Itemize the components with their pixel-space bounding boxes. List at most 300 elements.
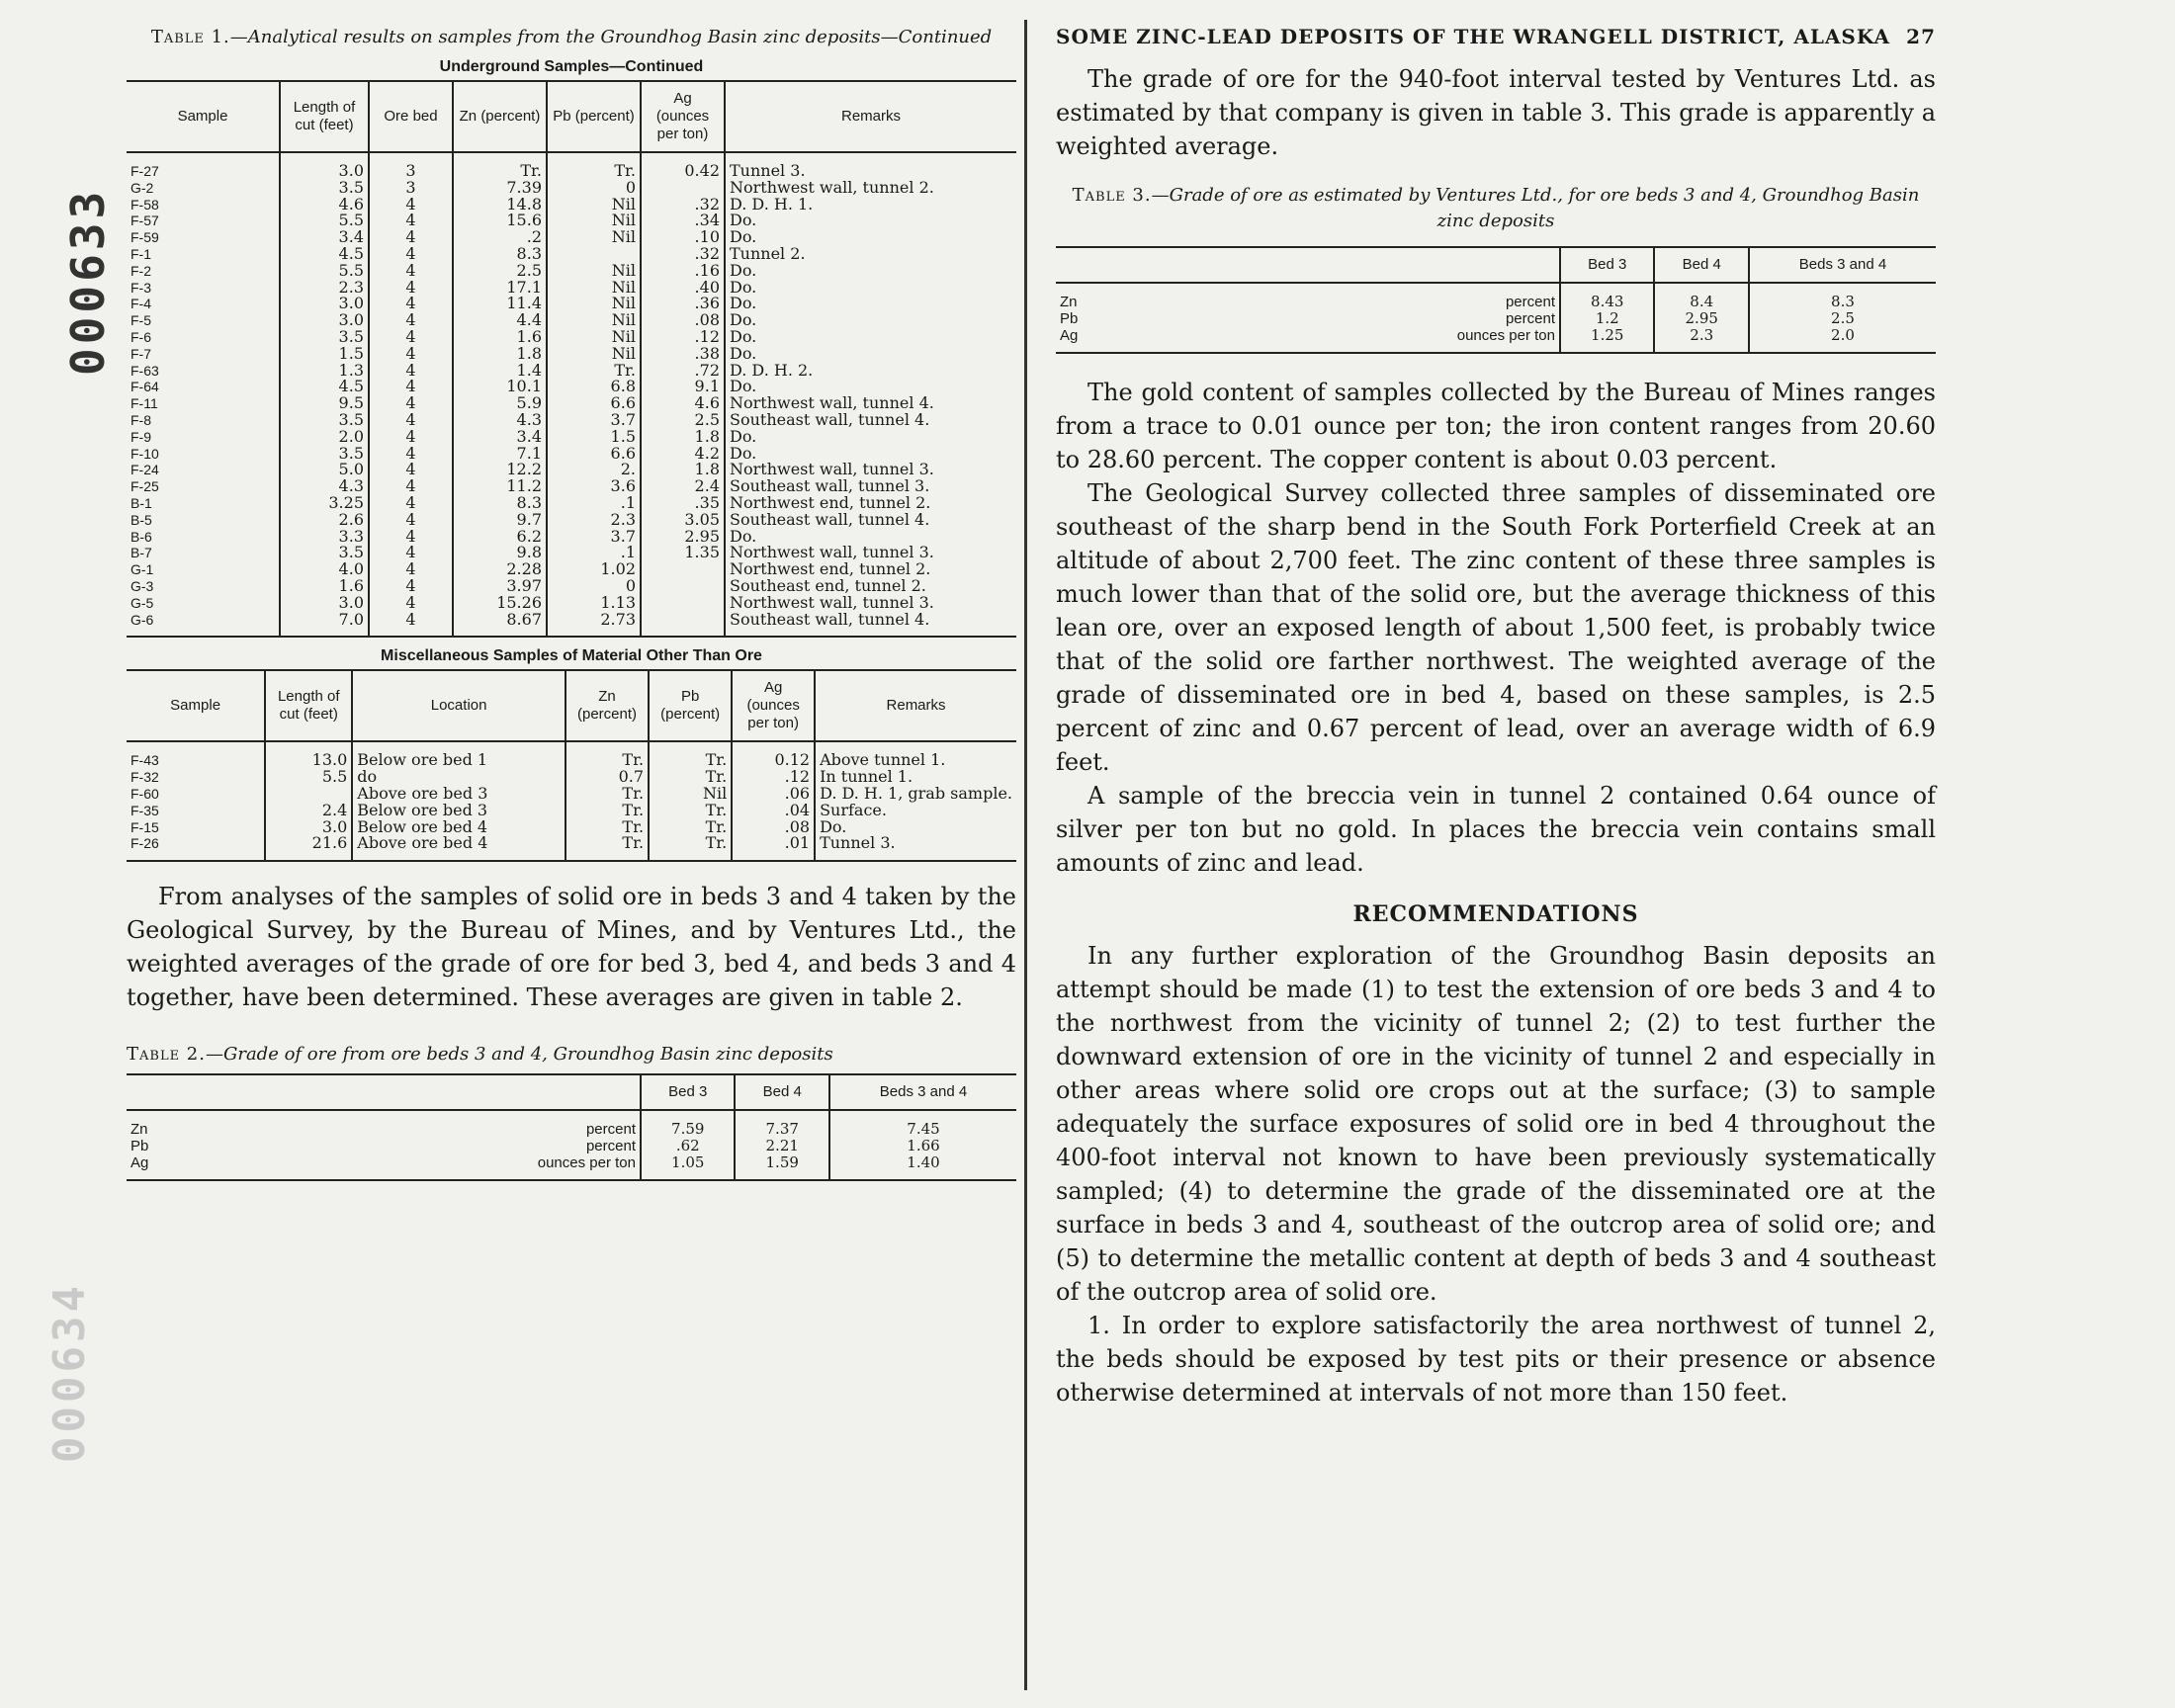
table-cell: 2.5	[1749, 310, 1936, 327]
table-cell: 4	[369, 280, 453, 297]
table-cell: 8.67	[453, 612, 547, 638]
table-cell: 12.2	[453, 462, 547, 478]
table-cell: 7.59	[641, 1110, 735, 1138]
table1-caption	[127, 25, 1016, 50]
table-cell: 1.6	[453, 329, 547, 346]
table-cell: 4	[369, 429, 453, 446]
table-cell: 4	[369, 213, 453, 229]
table-cell: 5.0	[280, 462, 369, 478]
table-cell: 4.6	[641, 395, 725, 412]
table-cell: F-43	[130, 752, 159, 769]
table-row	[127, 412, 1016, 429]
table-cell: 3.0	[280, 152, 369, 180]
table-cell: 21.6	[265, 835, 352, 861]
column-header: Location	[352, 670, 566, 741]
table-cell: Tr.	[566, 819, 649, 836]
table-cell: .12	[732, 769, 815, 786]
table-row	[127, 246, 1016, 263]
table-cell: 1.8	[641, 429, 725, 446]
right-paragraph-6: 1. In order to explore satisfactorily the area northwest of tunnel 2, the beds should be exposed by test pits or their presence or absence otherwise determined at intervals of not more than 150 feet.	[1056, 1312, 1936, 1407]
table-cell: 3.0	[280, 595, 369, 612]
table-cell: Nil	[547, 296, 641, 312]
table-cell: F-5	[130, 312, 151, 329]
table-cell: .10	[641, 229, 725, 246]
column-header: Ore bed	[369, 81, 453, 152]
table-cell: .32	[641, 197, 725, 214]
table-row	[127, 1110, 1016, 1138]
running-head-title: SOME ZINC-LEAD DEPOSITS OF THE WRANGELL DISTRICT, ALASKA	[1056, 25, 1890, 48]
table-cell: .38	[641, 346, 725, 363]
table-cell: 15.26	[453, 595, 547, 612]
table-cell: F-60	[130, 785, 159, 802]
table2-label: Table 2.	[127, 1044, 206, 1066]
column-header: Pb (percent)	[547, 81, 641, 152]
element-symbol: Pb	[1060, 310, 1079, 327]
table-row	[127, 197, 1016, 214]
table-row	[127, 152, 1016, 180]
table-cell: Tr.	[566, 741, 649, 769]
table-cell: 4.2	[641, 446, 725, 463]
row-label-cell	[1056, 327, 1559, 352]
table-cell: .06	[732, 786, 815, 803]
table-cell: Tunnel 2.	[725, 246, 1016, 263]
table-cell: .16	[641, 263, 725, 280]
table-cell: 7.45	[829, 1110, 1016, 1138]
table-cell: 3.5	[280, 545, 369, 561]
table-cell: 0.42	[641, 152, 725, 180]
row-label-cell	[127, 1138, 640, 1154]
table-cell: 4.5	[280, 379, 369, 395]
table-cell: F-8	[130, 411, 151, 428]
table-cell: Nil	[547, 346, 641, 363]
table-cell: 8.43	[1560, 283, 1654, 310]
table-cell: 9.5	[280, 395, 369, 412]
table-cell: 5.9	[453, 395, 547, 412]
table-cell: 4.6	[280, 197, 369, 214]
table-row	[127, 329, 1016, 346]
unit-label: ounces per ton	[537, 1154, 636, 1172]
table1-misc	[127, 669, 1016, 862]
table-cell: Southeast wall, tunnel 4.	[725, 612, 1016, 638]
table-cell: 1.66	[829, 1138, 1016, 1154]
row-label-cell	[127, 1111, 640, 1138]
table-cell: Tr.	[566, 835, 649, 861]
right-paragraph-3: The Geological Survey collected three samples of disseminated ore southeast of the sharp bend in the South Fork Porterfield Creek at an altitude of about 2,700 feet. The zinc content of these three samples is much lower than that of the solid ore, but the average thickness of this lean ore, over an exposed length of about 1,500 feet, is probably twice that of the solid ore farther northwest. The weighted average of the grade of disseminated ore in bed 4, based on these samples, is 2.5 percent of zinc and 0.67 percent of lead, over an average width of 6.9 feet.	[1056, 479, 1936, 776]
element-symbol: Zn	[1060, 294, 1078, 310]
table-cell: 1.4	[453, 363, 547, 380]
unit-label: percent	[1505, 310, 1555, 327]
scan-stamp-number: 000633	[61, 187, 115, 376]
table-cell: 8.3	[1749, 283, 1936, 310]
table3-label: Table 3.	[1072, 185, 1152, 206]
table-row	[127, 213, 1016, 229]
table-cell: Do.	[815, 819, 1016, 836]
table-cell: 1.3	[280, 363, 369, 380]
table-cell: 14.8	[453, 197, 547, 214]
table-cell: G-1	[130, 561, 154, 578]
table-cell: Nil	[547, 263, 641, 280]
table-cell: 4	[369, 529, 453, 546]
table-cell: 2.5	[641, 412, 725, 429]
table-cell: .62	[641, 1138, 735, 1154]
table-cell: Northwest end, tunnel 2.	[725, 561, 1016, 578]
element-symbol: Pb	[130, 1138, 149, 1155]
table-cell: 4	[369, 462, 453, 478]
table-cell: D. D. H. 1.	[725, 197, 1016, 214]
page-number: 27	[1906, 25, 1936, 48]
table-row	[127, 363, 1016, 380]
table-cell: 4	[369, 395, 453, 412]
unit-label: percent	[585, 1121, 636, 1139]
table-cell: 2.95	[1654, 310, 1748, 327]
table-cell: 3.3	[280, 529, 369, 546]
table-row	[127, 803, 1016, 819]
table-cell: 1.05	[641, 1154, 735, 1180]
table-cell: Do.	[725, 263, 1016, 280]
column-header: Zn (percent)	[453, 81, 547, 152]
table-cell: F-3	[130, 279, 151, 296]
table2-header-row	[127, 1074, 1016, 1110]
table-cell: F-58	[130, 196, 159, 213]
table-cell: 4	[369, 612, 453, 638]
table-cell: 4	[369, 263, 453, 280]
table-cell: .2	[453, 229, 547, 246]
table-cell: Northwest wall, tunnel 3.	[725, 595, 1016, 612]
table-cell: 4	[369, 578, 453, 595]
table-cell	[641, 595, 725, 612]
column-header: Remarks	[725, 81, 1016, 152]
table-cell: .34	[641, 213, 725, 229]
table-cell	[641, 612, 725, 638]
table-cell: 7.1	[453, 446, 547, 463]
table-cell: Do.	[725, 529, 1016, 546]
table-cell: Tr.	[649, 741, 732, 769]
table-cell: 2.28	[453, 561, 547, 578]
table-cell: 4.4	[453, 312, 547, 329]
table-cell: 8.4	[1654, 283, 1748, 310]
table-cell: Tr.	[566, 803, 649, 819]
table-cell: 6.6	[547, 446, 641, 463]
table-cell: Do.	[725, 296, 1016, 312]
table-cell: 1.5	[547, 429, 641, 446]
table-cell: 4	[369, 561, 453, 578]
table-cell: 4.0	[280, 561, 369, 578]
column-header: Beds 3 and 4	[829, 1074, 1016, 1110]
table-cell: Tr.	[649, 835, 732, 861]
column-header: Bed 3	[1560, 247, 1654, 283]
right-paragraph-1: The grade of ore for the 940-foot interval tested by Ventures Ltd. as estimated by that company is given in table 3. This grade is apparently a weighted average.	[1056, 65, 1936, 160]
table-cell: 3.05	[641, 512, 725, 529]
table-cell: 4	[369, 595, 453, 612]
table-cell: Do.	[725, 280, 1016, 297]
table-cell: 4	[369, 296, 453, 312]
table-cell: 4	[369, 379, 453, 395]
table-cell	[641, 561, 725, 578]
table-cell: 4	[369, 363, 453, 380]
left-page	[127, 25, 1016, 1181]
table-cell: 1.8	[641, 462, 725, 478]
unit-label: percent	[585, 1138, 636, 1155]
table-cell: 7.0	[280, 612, 369, 638]
table-cell: B-5	[130, 511, 152, 528]
table-cell: Nil	[649, 786, 732, 803]
table-cell: G-6	[130, 611, 154, 628]
table-cell: F-63	[130, 362, 159, 379]
table-row	[127, 280, 1016, 297]
table-cell: Above tunnel 1.	[815, 741, 1016, 769]
table-cell: Do.	[725, 446, 1016, 463]
table-cell: Surface.	[815, 803, 1016, 819]
table-cell: Do.	[725, 213, 1016, 229]
table-cell: 1.6	[280, 578, 369, 595]
table-cell: Northwest wall, tunnel 3.	[725, 545, 1016, 561]
table-cell: 2.3	[547, 512, 641, 529]
table-cell: Do.	[725, 346, 1016, 363]
table-cell: 3	[369, 180, 453, 197]
table-cell: In tunnel 1.	[815, 769, 1016, 786]
table-cell: .35	[641, 495, 725, 512]
table-row	[127, 835, 1016, 861]
right-paragraph-4: A sample of the breccia vein in tunnel 2 contained 0.64 ounce of silver per ton but no gold. In places the breccia vein contains small amounts of zinc and lead.	[1056, 782, 1936, 877]
column-header: Length of cut (feet)	[265, 670, 352, 741]
table-cell: 3.4	[453, 429, 547, 446]
table-cell: 3.4	[280, 229, 369, 246]
table-cell: 1.13	[547, 595, 641, 612]
table-cell: 4.3	[453, 412, 547, 429]
table-cell: 3.5	[280, 446, 369, 463]
page-fold-divider	[1024, 20, 1027, 1690]
table1-misc-header-row	[127, 670, 1016, 741]
table-row	[127, 595, 1016, 612]
table-cell: Below ore bed 3	[352, 803, 566, 819]
table-cell: F-24	[130, 462, 159, 478]
table-cell: .72	[641, 363, 725, 380]
table3-title: —Grade of ore as estimated by Ventures Ltd., for ore beds 3 and 4, Groundhog Basin zinc deposits	[1151, 185, 1920, 231]
table-cell: Tunnel 3.	[725, 152, 1016, 180]
table-row	[127, 263, 1016, 280]
table-cell: 1.40	[829, 1154, 1016, 1180]
table-cell: 1.5	[280, 346, 369, 363]
table-cell: Nil	[547, 312, 641, 329]
table-cell: F-32	[130, 769, 159, 786]
column-header	[127, 1074, 641, 1110]
unit-label: percent	[1505, 294, 1555, 310]
table-cell: Nil	[547, 329, 641, 346]
table-cell: Tr.	[547, 152, 641, 180]
table-cell: 3.7	[547, 529, 641, 546]
table-cell: Below ore bed 1	[352, 741, 566, 769]
table-cell: F-4	[130, 296, 151, 312]
table-cell: 0.7	[566, 769, 649, 786]
table-cell: Above ore bed 3	[352, 786, 566, 803]
table-cell: G-5	[130, 594, 154, 611]
table1-body	[127, 152, 1016, 637]
table-cell: F-27	[130, 163, 159, 179]
table-cell: 2.4	[641, 478, 725, 495]
table-cell: 5.5	[280, 263, 369, 280]
table-cell: 13.0	[265, 741, 352, 769]
table-cell: F-15	[130, 818, 159, 835]
column-header: Remarks	[815, 670, 1016, 741]
table-cell: 2.5	[453, 263, 547, 280]
table-cell: 6.2	[453, 529, 547, 546]
table-cell: .36	[641, 296, 725, 312]
table-row	[127, 180, 1016, 197]
table-cell: 8.3	[453, 246, 547, 263]
table3-body	[1056, 283, 1936, 353]
table-cell: F-6	[130, 328, 151, 345]
right-paragraph-5: In any further exploration of the Groundhog Basin deposits an attempt should be made (1) to test the extension of ore beds 3 and 4 to the northwest from the vicinity of tunnel 2; (2) to test further the downward extension of ore in the vicinity of tunnel 2 and especially in other areas where solid ore crops out at the surface; (3) to sample adequately the surface exposures of solid ore in bed 4 throughout the 400-foot interval not known to have been previously systematically sampled; (4) to determine the grade of the disseminated ore at the surface in beds 3 and 4, southeast of the outcrop area of solid ore; and (5) to determine the metallic content at depth of beds 3 and 4 southeast of the outcrop area of solid ore.	[1056, 942, 1936, 1306]
table-cell: Tr.	[453, 152, 547, 180]
table-cell: Tr.	[649, 769, 732, 786]
table-cell: F-35	[130, 802, 159, 818]
table-cell: 1.8	[453, 346, 547, 363]
table-cell: .08	[641, 312, 725, 329]
table-cell: 3.5	[280, 412, 369, 429]
table-cell: Tr.	[566, 786, 649, 803]
table-cell: G-2	[130, 179, 154, 196]
table1-section-underground: Underground Samples—Continued	[439, 58, 704, 75]
table-cell: F-59	[130, 229, 159, 246]
table-cell: D. D. H. 1, grab sample.	[815, 786, 1016, 803]
table-cell: 8.3	[453, 495, 547, 512]
table-cell: Northwest end, tunnel 2.	[725, 495, 1016, 512]
table-cell: 15.6	[453, 213, 547, 229]
table-cell: Above ore bed 4	[352, 835, 566, 861]
table-cell: Southeast wall, tunnel 4.	[725, 512, 1016, 529]
table-row	[127, 512, 1016, 529]
table-cell: 4	[369, 495, 453, 512]
table-cell: 6.8	[547, 379, 641, 395]
table-cell: B-6	[130, 528, 152, 545]
table-cell: 3.97	[453, 578, 547, 595]
table-cell: Do.	[725, 312, 1016, 329]
table-cell: 4.5	[280, 246, 369, 263]
column-header: Ag (ounces per ton)	[641, 81, 725, 152]
table-cell: Northwest wall, tunnel 2.	[725, 180, 1016, 197]
table-row	[1056, 327, 1936, 353]
table-cell	[641, 578, 725, 595]
table-cell: 1.35	[641, 545, 725, 561]
table-cell: 5.5	[280, 213, 369, 229]
table-cell: B-1	[130, 494, 152, 511]
table-cell: Southeast wall, tunnel 4.	[725, 412, 1016, 429]
table-cell: 4	[369, 412, 453, 429]
table-cell: Southeast wall, tunnel 3.	[725, 478, 1016, 495]
element-symbol: Zn	[130, 1121, 148, 1139]
table1-title: —Analytical results on samples from the Groundhog Basin zinc deposits—Continued	[229, 27, 993, 47]
table-cell: 9.8	[453, 545, 547, 561]
table-cell: 4	[369, 229, 453, 246]
table-row	[127, 1138, 1016, 1154]
table-cell: F-25	[130, 478, 159, 495]
table-cell: 2.0	[1749, 327, 1936, 353]
recommendations-heading: RECOMMENDATIONS	[1352, 901, 1639, 927]
table-cell: 4	[369, 329, 453, 346]
table-row	[127, 612, 1016, 638]
table1-section-misc: Miscellaneous Samples of Material Other Than Ore	[381, 647, 762, 665]
table2-caption	[127, 1042, 1016, 1068]
table-cell: 2.21	[735, 1138, 828, 1154]
column-header: Bed 4	[735, 1074, 828, 1110]
scan-stamp-number-faded: 000634	[44, 1282, 95, 1463]
table-cell: 4	[369, 478, 453, 495]
table-cell: Nil	[547, 197, 641, 214]
table-cell: 1.02	[547, 561, 641, 578]
table1-header-row	[127, 81, 1016, 152]
table-cell: 3.25	[280, 495, 369, 512]
column-header: Sample	[127, 81, 280, 152]
table-cell: .40	[641, 280, 725, 297]
table2-body	[127, 1110, 1016, 1180]
table-cell: .04	[732, 803, 815, 819]
table-cell: do	[352, 769, 566, 786]
right-page	[1056, 25, 1936, 1409]
table-cell: 4	[369, 446, 453, 463]
column-header: Pb (percent)	[649, 670, 732, 741]
table-row	[127, 229, 1016, 246]
table-cell: Do.	[725, 329, 1016, 346]
column-header: Beds 3 and 4	[1749, 247, 1936, 283]
table-cell: 3.0	[280, 312, 369, 329]
table-cell: 0.12	[732, 741, 815, 769]
table-cell: 1.59	[735, 1154, 828, 1180]
right-paragraph-2: The gold content of samples collected by the Bureau of Mines ranges from a trace to 0.01 ounce per ton; the iron content ranges from 20.60 to 28.60 percent. The copper content is about 0.03 percent.	[1056, 379, 1936, 473]
table-cell: 10.1	[453, 379, 547, 395]
column-header: Zn (percent)	[566, 670, 649, 741]
table-cell: 0	[547, 180, 641, 197]
table-cell: 9.7	[453, 512, 547, 529]
table-row	[127, 296, 1016, 312]
table-row	[127, 312, 1016, 329]
column-header: Bed 3	[641, 1074, 735, 1110]
table-cell: 2.73	[547, 612, 641, 638]
table-cell: 3.5	[280, 329, 369, 346]
table-cell: Tr.	[649, 819, 732, 836]
running-head	[1056, 25, 1936, 48]
table1-label: Table 1.	[150, 27, 230, 47]
table-cell: Tr.	[547, 363, 641, 380]
table-cell: .1	[547, 495, 641, 512]
table-cell: 2.0	[280, 429, 369, 446]
column-header: Ag (ounces per ton)	[732, 670, 815, 741]
table-row	[127, 429, 1016, 446]
table-cell: F-11	[130, 395, 158, 412]
table-cell: 2.4	[265, 803, 352, 819]
table-row	[127, 1154, 1016, 1180]
table-cell: Do.	[725, 229, 1016, 246]
table-cell: Below ore bed 4	[352, 819, 566, 836]
column-header: Bed 4	[1654, 247, 1748, 283]
table-cell: 3.6	[547, 478, 641, 495]
unit-label: ounces per ton	[1456, 327, 1555, 344]
column-header: Length of cut (feet)	[280, 81, 369, 152]
table-cell: 5.5	[265, 769, 352, 786]
table-cell: B-7	[130, 545, 152, 561]
table-cell: .12	[641, 329, 725, 346]
table-cell: .32	[641, 246, 725, 263]
table-cell: F-10	[130, 445, 159, 462]
table-cell: F-1	[130, 245, 151, 262]
left-paragraph: From analyses of the samples of solid ore in beds 3 and 4 taken by the Geological Survey, by the Bureau of Mines, and by Ventures Ltd., the weighted averages of the grade of ore for bed 3, bed 4, and beds 3 and 4 together, have been determined. These averages are given in table 2.	[127, 883, 1016, 1012]
table-cell: .01	[732, 835, 815, 861]
table-cell: 2.	[547, 462, 641, 478]
table3-caption	[1056, 183, 1936, 234]
table-cell: 2.3	[280, 280, 369, 297]
table-cell: 0	[547, 578, 641, 595]
table-cell: F-57	[130, 213, 159, 229]
table-cell: 1.25	[1560, 327, 1654, 353]
